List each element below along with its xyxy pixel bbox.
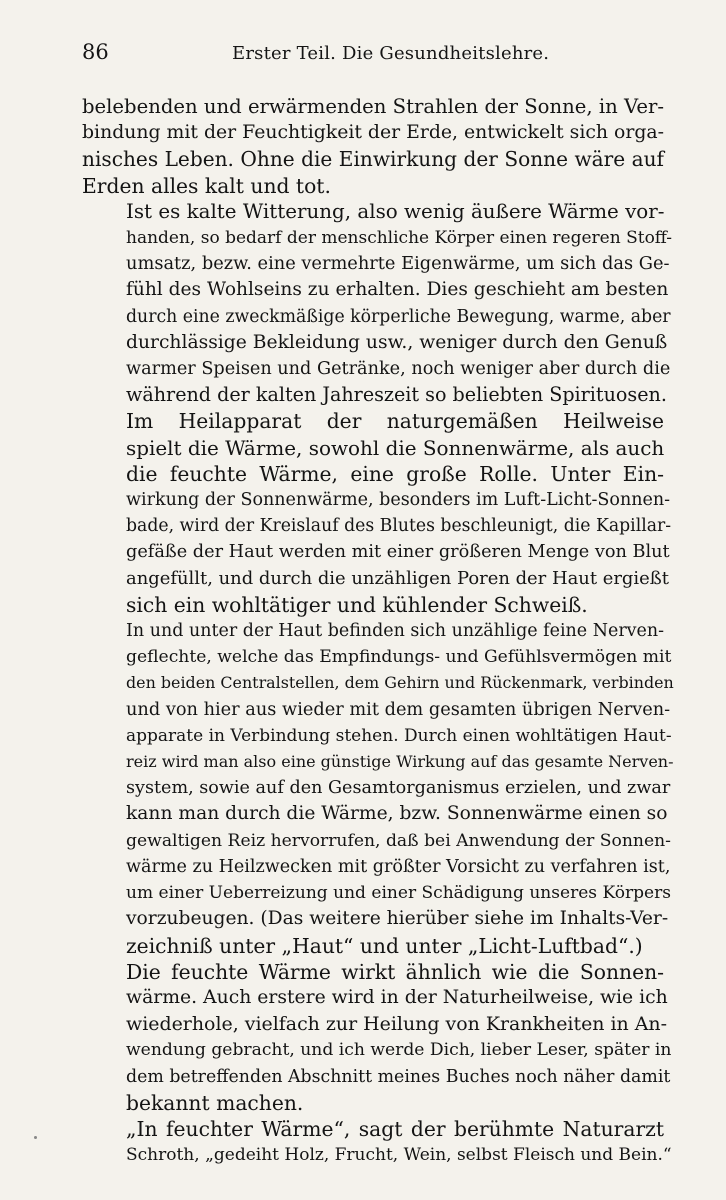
text-line: wirkung der Sonnenwärme, besonders im Luft-Licht-Sonnen- [126, 490, 671, 511]
text-line: handen, so bedarf der menschliche Körper einen regeren Stoff- [126, 228, 673, 249]
body-text [82, 94, 674, 1168]
text-line: reiz wird man also eine günstige Wirkung auf das gesamte Nerven- [126, 752, 674, 772]
text-line: zeichniß unter „Haut“ und unter „Licht-Luftbad“.) [126, 933, 643, 958]
text-line: durchlässige Bekleidung usw., weniger durch den Genuß [126, 331, 668, 353]
text-line: den beiden Centralstellen, dem Gehirn und Rückenmark, verbinden [126, 673, 674, 693]
text-line: nisches Leben. Ohne die Einwirkung der Sonne wäre auf [82, 147, 664, 172]
text-line: Erden alles kalt und tot. [82, 173, 331, 198]
paragraph [82, 199, 673, 409]
text-line: bekannt machen. [126, 1090, 304, 1115]
text-line: um einer Ueberreizung und einer Schädigung unseres Körpers [126, 883, 671, 904]
text-line: wendung gebracht, und ich werde Dich, lieber Leser, später in [126, 1040, 672, 1061]
paragraph [82, 94, 664, 199]
text-line: bindung mit der Feuchtigkeit der Erde, entwickelt sich orga- [82, 122, 664, 144]
text-line: system, sowie auf den Gesamtorganismus erzielen, und zwar [126, 778, 671, 799]
paper-speck [34, 1136, 37, 1139]
text-line: bade, wird der Kreislauf des Blutes beschleunigt, die Kapillar- [126, 516, 672, 537]
text-line: wärme zu Heilzwecken mit größter Vorsicht zu verfahren ist, [126, 856, 671, 877]
page-number: 86 [82, 40, 109, 64]
paragraph [82, 408, 672, 618]
text-line: spielt die Wärme, sowohl die Sonnenwärme, als auch [126, 435, 665, 460]
text-line: Schroth, „gedeiht Holz, Frucht, Wein, selbst Fleisch und Bein.“ [126, 1145, 672, 1166]
text-line: wiederhole, vielfach zur Heilung von Krankheiten in An- [126, 1013, 668, 1036]
text-line: die feuchte Wärme, eine große Rolle. Unter Ein- [126, 461, 664, 486]
text-line: vorzubeugen. (Das weitere hierüber siehe im Inhalts-Ver- [126, 908, 669, 930]
text-line: gewaltigen Reiz hervorrufen, daß bei Anwendung der Sonnen- [126, 830, 671, 851]
text-line: sich ein wohltätiger und kühlender Schweiß. [126, 592, 588, 617]
text-line: kann man durch die Wärme, bzw. Sonnenwärme einen so [126, 803, 668, 825]
text-line: umsatz, bezw. eine vermehrte Eigenwärme, um sich das Ge- [126, 253, 670, 275]
text-line: In und unter der Haut befinden sich unzählige feine Nerven- [126, 621, 664, 642]
running-head: Erster Teil. Die Gesundheitslehre. [232, 43, 550, 64]
paragraph [82, 959, 672, 1116]
text-line: dem betreffenden Abschnitt meines Buches noch näher damit [126, 1066, 671, 1087]
text-line: Die feuchte Wärme wirkt ähnlich wie die Sonnen- [126, 959, 664, 984]
text-line: Im Heilapparat der naturgemäßen Heilweise [126, 409, 664, 434]
text-line: „In feuchter Wärme“, sagt der berühmte Naturarzt [126, 1116, 664, 1141]
text-line: während der kalten Jahreszeit so beliebten Spirituosen. [126, 383, 667, 407]
text-line: und von hier aus wieder mit dem gesamten übrigen Nerven- [126, 699, 671, 720]
text-line: gefäße der Haut werden mit einer größeren Menge von Blut [126, 542, 670, 563]
text-line: geflechte, welche das Empfindungs- und Gefühlsvermögen mit [126, 647, 672, 668]
text-line: angefüllt, und durch die unzähligen Poren der Haut ergießt [126, 567, 669, 589]
text-line: apparate in Verbindung stehen. Durch einen wohltätigen Haut- [126, 725, 672, 746]
text-line: belebenden und erwärmenden Strahlen der Sonne, in Ver- [82, 95, 664, 118]
text-line: wärme. Auch erstere wird in der Naturheilweise, wie ich [126, 986, 668, 1008]
paragraph [82, 1116, 672, 1168]
page-header [82, 40, 664, 66]
text-line: fühl des Wohlseins zu erhalten. Dies geschieht am besten [126, 279, 669, 301]
paragraph [82, 618, 674, 959]
text-line: Ist es kalte Witterung, also wenig äußere Wärme vor- [126, 199, 665, 223]
text-line: warmer Speisen und Getränke, noch weniger aber durch die [126, 359, 671, 380]
text-line: durch eine zweckmäßige körperliche Bewegung, warme, aber [126, 306, 671, 327]
